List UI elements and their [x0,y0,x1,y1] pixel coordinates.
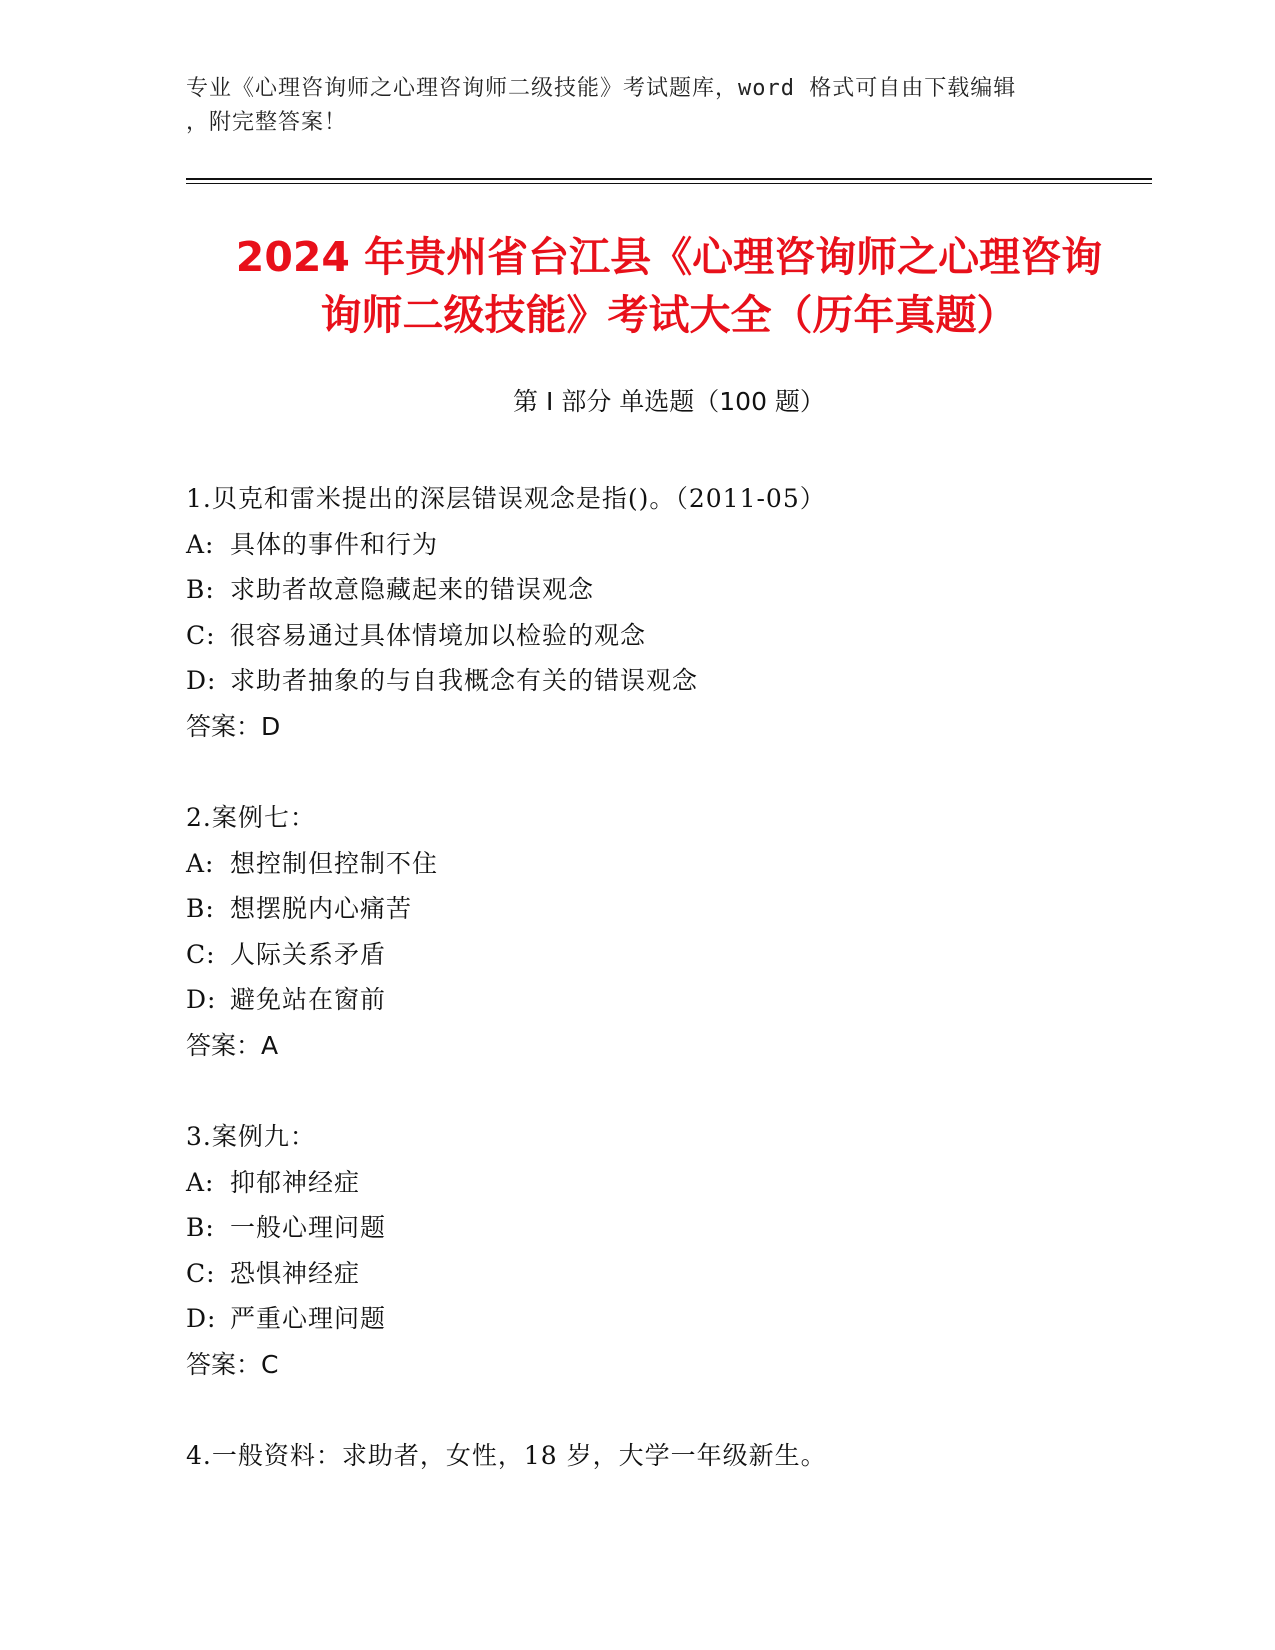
option-letter: D: [186,1304,217,1333]
option-a [186,522,1152,568]
document-title [186,228,1152,344]
option-text: 求助者故意隐藏起来的错误观念 [230,575,595,604]
option-letter: D: [186,666,217,695]
option-text: 避免站在窗前 [230,985,387,1014]
question-stem: 2.案例七： [186,803,316,832]
option-text: 严重心理问题 [230,1304,387,1333]
option-letter: A: [186,1167,215,1197]
section-heading: 第 I 部分 单选题（100 题） [513,387,825,416]
option-text: 抑郁神经症 [230,1167,361,1197]
document-title-line-2: 询师二级技能》考试大全（历年真题） [320,291,1018,339]
header-rule-thin [186,183,1152,184]
option-d [186,658,1152,704]
question-stem: 4.一般资料：求助者，女性，18 岁，大学一年级新生。 [186,1441,827,1470]
option-letter: C: [186,620,216,650]
question-4 [186,1433,1152,1479]
option-d [186,977,1152,1023]
document-title-line-1: 2024 年贵州省台江县《心理咨询师之心理咨询 [235,233,1103,281]
question-stem: 1.贝克和雷米提出的深层错误观念是指()。（2011-05） [186,484,826,513]
question-stem: 3.案例九： [186,1122,316,1151]
option-a [186,841,1152,887]
option-c [186,932,1152,978]
option-letter: C: [186,1258,216,1288]
option-letter: B: [186,1213,215,1242]
option-b [186,1205,1152,1251]
option-c [186,1251,1152,1297]
answer-label: 答案：C [186,1349,279,1379]
option-letter: A: [186,529,215,559]
option-b [186,886,1152,932]
option-b [186,567,1152,613]
header-note-line-2: ，附完整答案！ [186,110,348,135]
answer-label: 答案：D [186,711,281,741]
option-text: 人际关系矛盾 [230,939,387,969]
option-letter: D: [186,985,217,1014]
question-list [186,476,1152,1525]
option-text: 想摆脱内心痛苦 [230,894,413,923]
option-text: 具体的事件和行为 [230,529,439,559]
option-d [186,1296,1152,1342]
option-text: 很容易通过具体情境加以检验的观念 [230,620,647,650]
option-text: 一般心理问题 [230,1213,387,1242]
header-note-line-1: 专业《心理咨询师之心理咨询师二级技能》考试题库，word 格式可自由下载编辑 [186,76,1017,101]
answer-label: 答案：A [186,1030,279,1060]
header-rule-thick [186,178,1152,180]
question-1 [186,476,1152,749]
option-letter: B: [186,575,215,604]
question-2 [186,795,1152,1068]
option-text: 恐惧神经症 [230,1258,361,1288]
option-letter: B: [186,894,215,923]
option-text: 求助者抽象的与自我概念有关的错误观念 [230,666,699,695]
option-a [186,1160,1152,1206]
option-c [186,613,1152,659]
option-letter: A: [186,848,215,878]
option-letter: C: [186,939,216,969]
header-note [186,72,1076,140]
option-text: 想控制但控制不住 [230,848,439,878]
question-3 [186,1114,1152,1387]
